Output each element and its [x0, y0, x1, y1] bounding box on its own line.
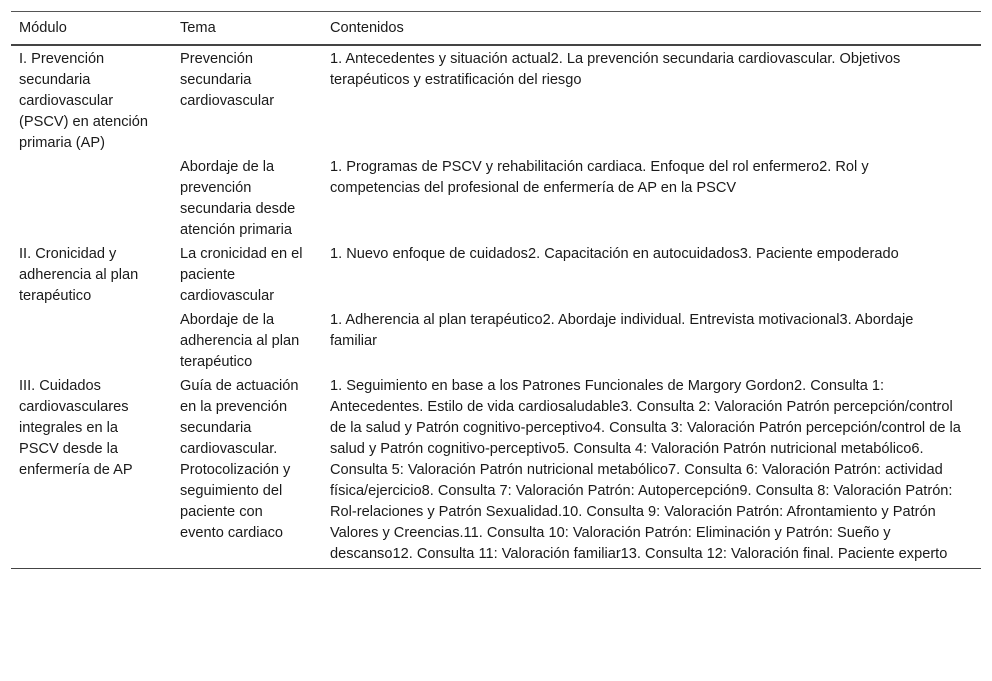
cell-contenidos: 1. Seguimiento en base a los Patrones Funcionales de Margory Gordon2. Consulta 1: Antecedentes. Estilo de vida cardiosaludable3. Consulta 2: Valoración Patrón percepción/control de la salud y Patrón cognitivo-perceptivo4. Consulta 3: Valoración Patrón percepción/control de la salud y Patrón cognitivo-perceptivo5. Consulta 4: Valoración Patrón nutricional metabólico6. Consulta 5: Valoración Patrón nutricional metabólico7. Consulta 6: Valoración Patrón: actividad física/ejercicio8. Consulta 7: Valoración Patrón: Autopercepción9. Consulta 8: Valoración Patrón: Rol-relaciones y Patrón Sexualidad.10. Consulta 9: Valoración Patrón: Afrontamiento y Patrón Valores y Creencias.11. Consulta 10: Valoración Patrón: Eliminación y Patrón: Sueño y descanso12. Consulta 11: Valoración familiar13. Consulta 12: Valoración final. Paciente experto [330, 378, 961, 562]
curriculum-table-container [11, 11, 981, 569]
cell-modulo: II. Cronicidad y adherencia al plan terapéutico [19, 246, 139, 304]
header-tema: Tema [180, 20, 216, 36]
cell-contenidos: 1. Nuevo enfoque de cuidados2. Capacitación en autocuidados3. Paciente empoderado [330, 246, 899, 262]
cell-contenidos: 1. Antecedentes y situación actual2. La prevención secundaria cardiovascular. Objetivos terapéuticos y estratificación del riesgo [330, 51, 901, 88]
table-header [11, 12, 981, 46]
header-row [11, 12, 981, 46]
cell-modulo [11, 308, 172, 374]
cell-tema: Prevención secundaria cardiovascular [180, 51, 275, 109]
cell-modulo [11, 155, 172, 242]
cell-tema: La cronicidad en el paciente cardiovascular [180, 246, 303, 304]
cell-tema: Guía de actuación en la prevención secundaria cardiovascular. Protocolización y seguimiento del paciente con evento cardiaco [180, 378, 299, 541]
cell-modulo: III. Cuidados cardiovasculares integrales en la PSCV desde la enfermería de AP [19, 378, 133, 478]
cell-contenidos: 1. Adherencia al plan terapéutico2. Abordaje individual. Entrevista motivacional3. Abordaje familiar [330, 312, 914, 349]
table-row [11, 45, 981, 155]
table-row [11, 308, 981, 374]
table-row [11, 155, 981, 242]
cell-modulo: I. Prevención secundaria cardiovascular (PSCV) en atención primaria (AP) [19, 51, 148, 151]
table-row [11, 242, 981, 308]
cell-tema: Abordaje de la prevención secundaria desde atención primaria [180, 159, 296, 238]
header-modulo: Módulo [19, 20, 67, 36]
table-body [11, 45, 981, 569]
header-contenidos: Contenidos [330, 20, 404, 36]
cell-contenidos: 1. Programas de PSCV y rehabilitación cardiaca. Enfoque del rol enfermero2. Rol y competencias del profesional de enfermería de AP en la PSCV [330, 159, 869, 196]
cell-tema: Abordaje de la adherencia al plan terapéutico [180, 312, 300, 370]
curriculum-table [11, 11, 981, 569]
table-row [11, 374, 981, 569]
